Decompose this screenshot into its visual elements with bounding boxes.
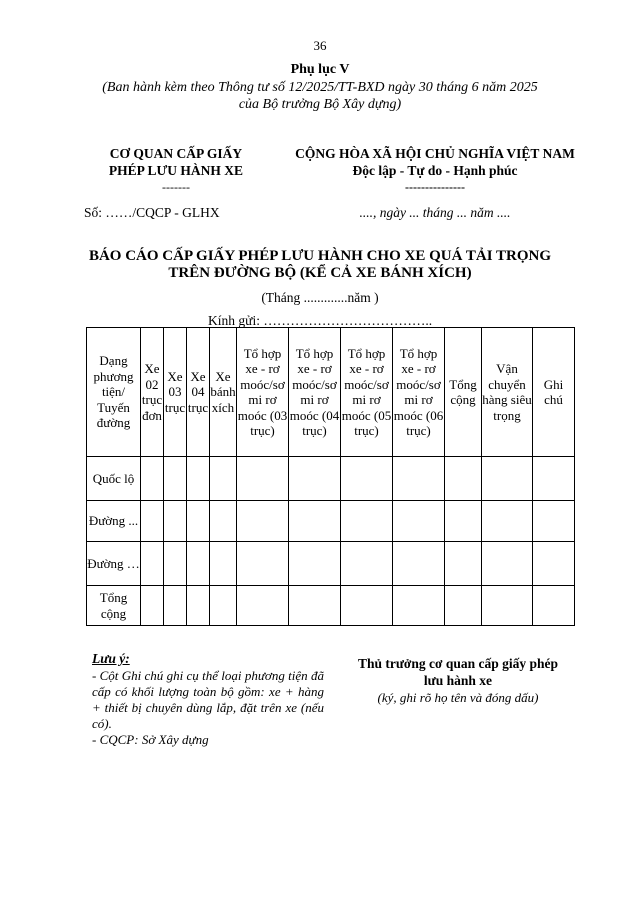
note-item-1: - Cột Ghi chú ghi cụ thể loại phương tiện đã cấp có khối lượng toàn bộ gồm: xe + hàng + thiết bị chuyên dùng lắp, đặt trên xe (nếu có). [92,668,324,731]
table-cell[interactable] [289,542,341,586]
table-cell[interactable] [289,457,341,501]
table-cell[interactable] [445,501,482,542]
table-cell[interactable] [445,542,482,586]
table-cell[interactable] [141,501,164,542]
nation-motto: Độc lập - Tự do - Hạnh phúc [352,163,518,178]
signature-title [330,655,586,689]
note-heading: Lưu ý: [92,651,130,666]
header-2-axle: Xe 02 trục đơn [141,328,164,457]
table-cell[interactable] [341,586,393,626]
table-cell[interactable] [289,501,341,542]
header-vehicle-route: Dạng phương tiện/ Tuyến đường [87,328,141,457]
report-period: (Tháng .............năm ) [261,290,379,305]
table-cell[interactable] [210,501,237,542]
header-combo-3-axle: Tổ hợp xe - rơ moóc/sơ mi rơ moóc (03 trục) [237,328,289,457]
header-4-axle: Xe 04 trục [187,328,210,457]
table-cell[interactable] [164,457,187,501]
issuing-agency-name [86,145,266,179]
table-cell[interactable] [210,542,237,586]
table-cell[interactable] [393,501,445,542]
note-body [92,668,324,748]
table-cell[interactable] [482,542,533,586]
row-label: Đường … [87,542,141,586]
header-notes: Ghi chú [533,328,575,457]
table-cell[interactable] [210,586,237,626]
table-cell[interactable] [533,542,575,586]
header-combo-4-axle: Tổ hợp xe - rơ moóc/sơ mi rơ moóc (04 trục) [289,328,341,457]
table-header-row [87,328,575,457]
table-cell[interactable] [393,586,445,626]
report-title-line2: TRÊN ĐƯỜNG BỘ (KỂ CẢ XE BÁNH XÍCH) [168,265,472,281]
table-row [87,501,575,542]
table-cell[interactable] [237,457,289,501]
table-row [87,457,575,501]
table-cell[interactable] [187,542,210,586]
table-cell[interactable] [533,457,575,501]
nation-divider: --------------- [405,180,465,194]
signature-title-line2: lưu hành xe [423,673,493,688]
note-item-2: - CQCP: Sở Xây dựng [92,732,209,747]
header-tracked: Xe bánh xích [210,328,237,457]
issuing-agency-line2: PHÉP LƯU HÀNH XE [108,163,244,178]
header-super-heavy: Vận chuyển hàng siêu trọng [482,328,533,457]
table-cell[interactable] [237,501,289,542]
table-row [87,542,575,586]
header-combo-5-axle: Tổ hợp xe - rơ moóc/sơ mi rơ moóc (05 trục) [341,328,393,457]
appendix-subtitle-line2: của Bộ trưởng Bộ Xây dựng) [238,97,402,112]
appendix-subtitle-line1: (Ban hành kèm theo Thông tư số 12/2025/TT-BXD ngày 30 tháng 6 năm 2025 [102,80,538,95]
page-number: 36 [313,38,327,53]
row-label: Quốc lộ [87,457,141,501]
table-cell[interactable] [210,457,237,501]
table-cell[interactable] [187,501,210,542]
agency-divider: ------- [162,180,190,194]
table-cell[interactable] [164,586,187,626]
table-cell[interactable] [482,586,533,626]
table-cell[interactable] [141,542,164,586]
table-cell[interactable] [341,501,393,542]
table-cell[interactable] [533,501,575,542]
table-cell[interactable] [533,586,575,626]
signature-instruction: (ký, ghi rõ họ tên và đóng dấu) [377,690,539,705]
table-cell[interactable] [341,542,393,586]
signature-title-line1: Thủ trưởng cơ quan cấp giấy phép [357,656,559,671]
row-label-total: Tổng cộng [87,586,141,626]
header-3-axle: Xe 03 trục [164,328,187,457]
nation-name: CỘNG HÒA XÃ HỘI CHỦ NGHĨA VIỆT NAM [295,146,575,161]
addressee-line: Kính gửi: ……………………………….. [208,313,433,328]
table-cell[interactable] [237,542,289,586]
header-combo-6-axle: Tổ hợp xe - rơ moóc/sơ mi rơ moóc (06 trục) [393,328,445,457]
table-cell[interactable] [393,457,445,501]
table-cell[interactable] [289,586,341,626]
table-cell[interactable] [141,586,164,626]
table-cell[interactable] [164,542,187,586]
issuing-agency-line1: CƠ QUAN CẤP GIẤY [109,146,243,161]
appendix-title: Phụ lục V [290,62,350,77]
table-cell[interactable] [141,457,164,501]
report-table [86,327,575,626]
date-line: ...., ngày ... tháng ... năm .... [359,205,511,220]
table-total-row [87,586,575,626]
table-cell[interactable] [187,457,210,501]
table-cell[interactable] [445,586,482,626]
table-cell[interactable] [164,501,187,542]
document-number: Số: ……/CQCP - GLHX [84,205,220,220]
table-cell[interactable] [445,457,482,501]
table-cell[interactable] [393,542,445,586]
report-title-line1: BÁO CÁO CẤP GIẤY PHÉP LƯU HÀNH CHO XE QUÁ TẢI TRỌNG [88,248,552,264]
table-cell[interactable] [482,457,533,501]
row-label: Đường ... [87,501,141,542]
national-motto [270,145,600,179]
table-cell[interactable] [237,586,289,626]
header-total: Tổng cộng [445,328,482,457]
table-cell[interactable] [341,457,393,501]
table-cell[interactable] [187,586,210,626]
table-cell[interactable] [482,501,533,542]
